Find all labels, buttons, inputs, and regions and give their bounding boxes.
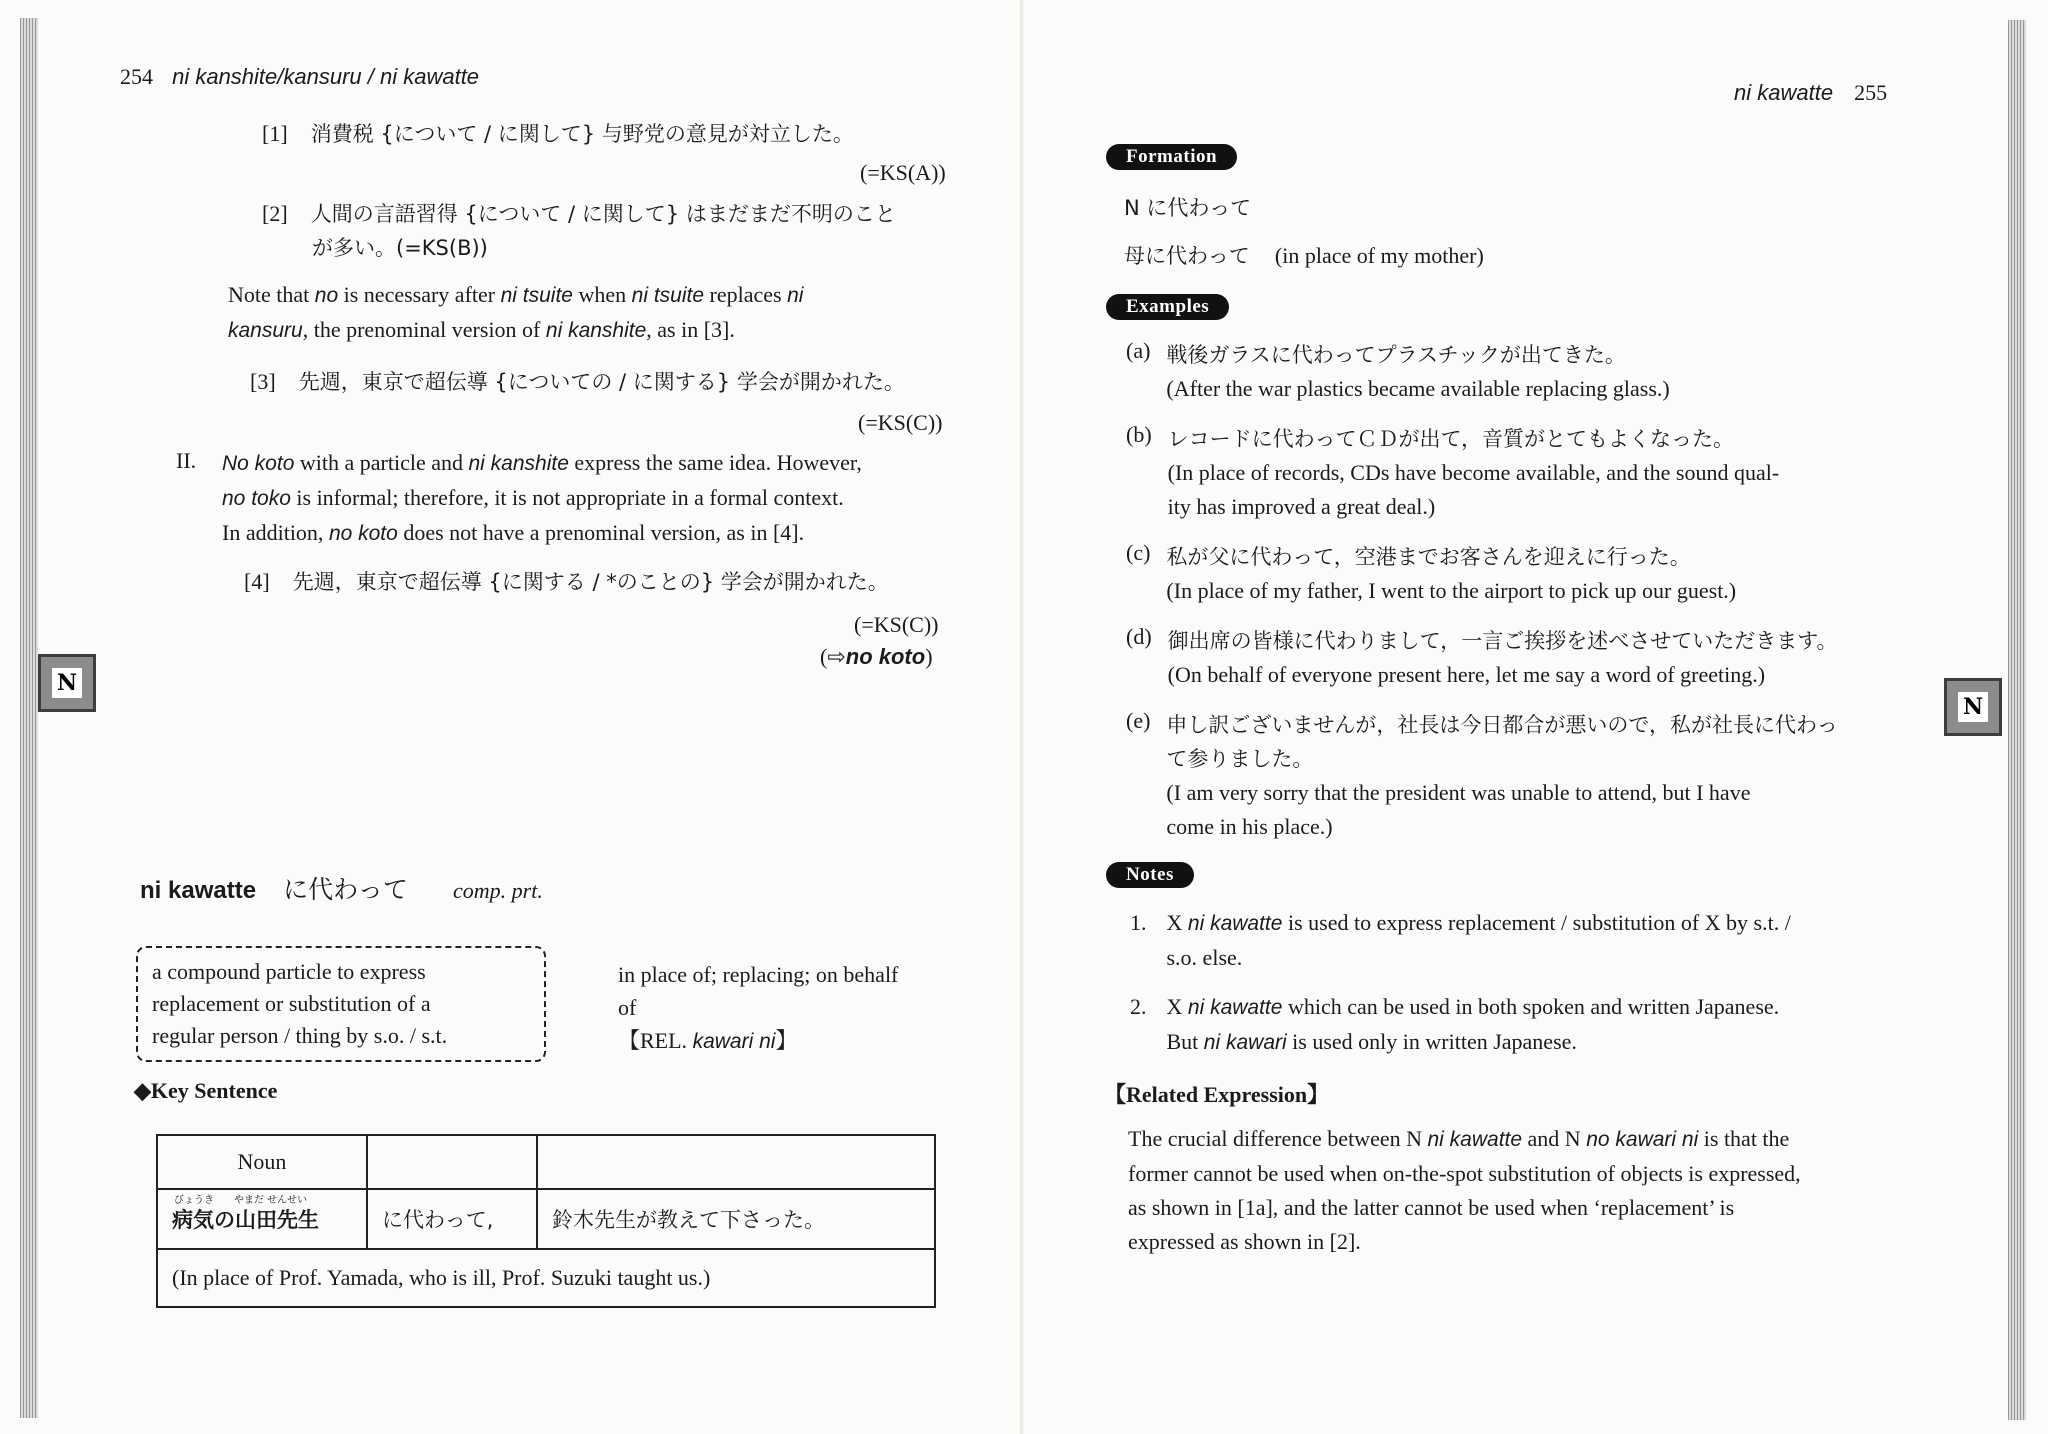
example-english: (I am very sorry that the president was unable to attend, but I have xyxy=(1166,780,1751,805)
definition-box xyxy=(136,946,546,1062)
example-1-japanese: 消費税 {について / に関して} 与野党の意見が対立した。 xyxy=(310,122,854,146)
left-page-edge xyxy=(20,18,38,1418)
table-cell-particle xyxy=(367,1189,537,1249)
noun-phrase: 病気の山田先生 xyxy=(172,1208,319,1232)
entry-title: ni kawatte xyxy=(140,877,257,904)
table-cell-translation: (In place of Prof. Yamada, who is ill, Prof. Suzuki taught us.) xyxy=(157,1249,935,1307)
table-cell-predicate xyxy=(537,1189,935,1249)
example-japanese: レコードに代わってＣＤが出て，音質がとてもよくなった。 xyxy=(1167,427,1735,451)
example-b xyxy=(1126,422,1946,524)
example-label: (c) xyxy=(1126,540,1151,565)
table-row xyxy=(157,1249,935,1307)
note-text: s.o. else. xyxy=(1166,945,1243,970)
note-text: is used to express replacement / substitution of X by s.t. / xyxy=(1282,910,1791,935)
related-term: kawari ni xyxy=(692,1030,776,1053)
example-japanese: 戦後ガラスに代わってプラスチックが出てきた。 xyxy=(1166,343,1626,367)
note-text: is used only in written Japanese. xyxy=(1286,1029,1577,1054)
note-number: 1. xyxy=(1130,910,1147,935)
example-2-number: [2] xyxy=(262,201,288,226)
related-expression-heading: 【Related Expression】 xyxy=(1104,1082,1330,1107)
note-text: when xyxy=(572,282,632,307)
section-2-text: with a particle and xyxy=(294,450,469,475)
example-japanese: て参りました。 xyxy=(1166,747,1314,771)
term-ni-kawatte: ni kawatte xyxy=(1187,912,1283,935)
section-tab-left[interactable] xyxy=(38,654,96,712)
related-text: The crucial difference between N xyxy=(1128,1126,1428,1151)
example-label: (b) xyxy=(1126,422,1152,447)
definition-line: a compound particle to express xyxy=(152,959,426,984)
term-no: no xyxy=(314,284,339,307)
example-3-number: [3] xyxy=(250,369,276,394)
right-running-head: ni kawatte xyxy=(1734,80,1834,105)
example-2 xyxy=(262,198,896,228)
example-english: ity has improved a great deal.) xyxy=(1167,494,1436,519)
section-tab-letter: N xyxy=(52,668,82,698)
term-ni-kanshite: ni kanshite xyxy=(468,452,569,475)
note-text: which can be used in both spoken and written Japanese. xyxy=(1282,994,1780,1019)
table-cell-noun-header: Noun xyxy=(157,1135,367,1189)
related-text: former cannot be used when on-the-spot substitution of objects is expressed, xyxy=(1128,1161,1801,1186)
note-text: , as in [3]. xyxy=(646,317,735,342)
examples-label: Examples xyxy=(1106,294,1229,320)
entry-japanese: に代わって xyxy=(283,875,408,904)
table-cell-empty xyxy=(367,1135,537,1189)
english-equivalent xyxy=(618,958,958,1058)
term-no-toko: no toko xyxy=(222,487,291,510)
example-2-japanese-1: 人間の言語習得 {について / に関して} はまだまだ不明のこと xyxy=(310,202,896,226)
right-page-edge xyxy=(2008,20,2026,1420)
term-ni: ni xyxy=(787,284,804,307)
section-2-text: is informal; therefore, it is not appropriate in a formal context. xyxy=(290,485,844,510)
right-page xyxy=(1024,0,2048,1434)
formation-pattern-1: N に代わって xyxy=(1124,196,1252,220)
related-text: expressed as shown in [2]. xyxy=(1128,1229,1361,1254)
related-expression-paragraph xyxy=(1128,1122,1958,1259)
example-a xyxy=(1126,338,1946,406)
note-text: Note that xyxy=(228,282,315,307)
term-no-kawari-ni: no kawari ni xyxy=(1586,1128,1699,1151)
table-cell-noun xyxy=(157,1189,367,1249)
example-1-number: [1] xyxy=(262,121,288,146)
related-text: is that the xyxy=(1698,1126,1790,1151)
entry-header xyxy=(140,870,543,906)
section-2-text: express the same idea. However, xyxy=(568,450,862,475)
example-4-number: [4] xyxy=(244,569,270,594)
term-ni-kawari: ni kawari xyxy=(1203,1031,1287,1054)
table-row xyxy=(157,1135,935,1189)
particle: に代わって, xyxy=(382,1208,494,1232)
entry-part-of-speech: comp. prt. xyxy=(453,878,543,903)
right-page-number: 255 xyxy=(1854,80,1888,105)
example-english: come in his place.) xyxy=(1166,814,1333,839)
formation-english: (in place of my mother) xyxy=(1274,243,1484,268)
note-2 xyxy=(1130,990,1950,1060)
example-english: (On behalf of everyone present here, let me say a word of greeting.) xyxy=(1167,662,1766,687)
key-sentence-heading: ◆Key Sentence xyxy=(134,1078,278,1103)
example-english: (In place of my father, I went to the airport to pick up our guest.) xyxy=(1166,578,1737,603)
note-number: 2. xyxy=(1130,994,1147,1019)
xref-term: no koto xyxy=(845,644,926,669)
example-label: (a) xyxy=(1126,338,1151,363)
formation-pattern-2 xyxy=(1124,240,1484,270)
table-cell-empty xyxy=(537,1135,935,1189)
note-text: is necessary after xyxy=(338,282,501,307)
section-2-paragraph xyxy=(222,446,982,551)
term-ni-kawatte: ni kawatte xyxy=(1187,996,1283,1019)
example-1 xyxy=(262,118,854,148)
term-no-koto: no koto xyxy=(328,522,398,545)
example-label: (e) xyxy=(1126,708,1151,733)
section-2-text: does not have a prenominal version, as in [4]. xyxy=(397,520,805,545)
example-2-japanese-2: が多い。(=KS(B)) xyxy=(312,236,488,260)
term-kansuru: kansuru xyxy=(228,319,303,342)
xref-arrow: (⇨ xyxy=(820,644,846,669)
example-3-japanese: 先週，東京で超伝導 {についての / に関する} 学会が開かれた。 xyxy=(298,370,905,394)
related-bracket: 】 xyxy=(775,1028,798,1053)
xref-close: ) xyxy=(925,644,933,669)
example-1-ref: (=KS(A)) xyxy=(860,160,946,185)
predicate: 鈴木先生が教えて下さった。 xyxy=(552,1208,825,1232)
related-text: as shown in [1a], and the latter cannot be used when ‘replacement’ is xyxy=(1128,1195,1735,1220)
example-e xyxy=(1126,708,1946,844)
definition-line: replacement or substitution of a xyxy=(152,991,431,1016)
section-2-number: II. xyxy=(176,448,197,473)
term-ni-kanshite: ni kanshite xyxy=(545,319,647,342)
definition-line: regular person / thing by s.o. / s.t. xyxy=(152,1023,448,1048)
example-label: (d) xyxy=(1126,624,1152,649)
note-paragraph xyxy=(228,278,958,348)
example-4-japanese: 先週，東京で超伝導 {に関する / *のことの} 学会が開かれた。 xyxy=(292,570,889,594)
section-tab-letter: N xyxy=(1958,692,1988,722)
right-header xyxy=(1734,80,1887,106)
english-equivalent-line: of xyxy=(618,995,637,1020)
example-3-ref: (=KS(C)) xyxy=(858,410,943,435)
term-ni-tsuite: ni tsuite xyxy=(631,284,705,307)
example-4 xyxy=(244,566,889,596)
example-japanese: 御出席の皆様に代わりまして，一言ご挨拶を述べさせていただきます。 xyxy=(1167,629,1838,653)
note-text: But xyxy=(1166,1029,1204,1054)
left-header xyxy=(120,64,479,90)
furigana: びょうき やまだ せんせい xyxy=(174,1195,308,1206)
left-running-head: ni kanshite/kansuru / ni kawatte xyxy=(172,64,480,89)
example-english: (In place of records, CDs have become available, and the sound qual- xyxy=(1167,460,1780,485)
note-text: X xyxy=(1166,910,1188,935)
term-no-koto: No koto xyxy=(222,452,295,475)
note-1 xyxy=(1130,906,1950,975)
example-japanese: 私が父に代わって，空港までお客さんを迎えに行った。 xyxy=(1166,545,1691,569)
note-text: replaces xyxy=(704,282,788,307)
example-d xyxy=(1126,624,1946,692)
example-japanese: 申し訳ございませんが，社長は今日都合が悪いので，私が社長に代わっ xyxy=(1166,713,1838,737)
example-english: (After the war plastics became available replacing glass.) xyxy=(1166,376,1670,401)
notes-label: Notes xyxy=(1106,862,1194,888)
formation-label: Formation xyxy=(1106,144,1237,170)
note-text: X xyxy=(1166,994,1188,1019)
example-3 xyxy=(250,366,905,396)
formation-japanese: 母に代わって xyxy=(1124,244,1250,268)
english-equivalent-line: in place of; replacing; on behalf xyxy=(618,962,899,987)
example-4-ref: (=KS(C)) xyxy=(854,612,939,637)
term-ni-tsuite: ni tsuite xyxy=(500,284,573,307)
example-c xyxy=(1126,540,1946,608)
cross-reference[interactable] xyxy=(820,644,933,670)
key-sentence-table xyxy=(156,1134,936,1308)
note-text: , the prenominal version of xyxy=(302,317,546,342)
related-bracket: 【REL. xyxy=(618,1028,688,1053)
table-row xyxy=(157,1189,935,1249)
section-tab-right[interactable] xyxy=(1944,678,2002,736)
related-text: and N xyxy=(1522,1126,1587,1151)
section-2-text: In addition, xyxy=(222,520,329,545)
left-page-number: 254 xyxy=(120,64,153,89)
term-ni-kawatte: ni kawatte xyxy=(1427,1128,1523,1151)
